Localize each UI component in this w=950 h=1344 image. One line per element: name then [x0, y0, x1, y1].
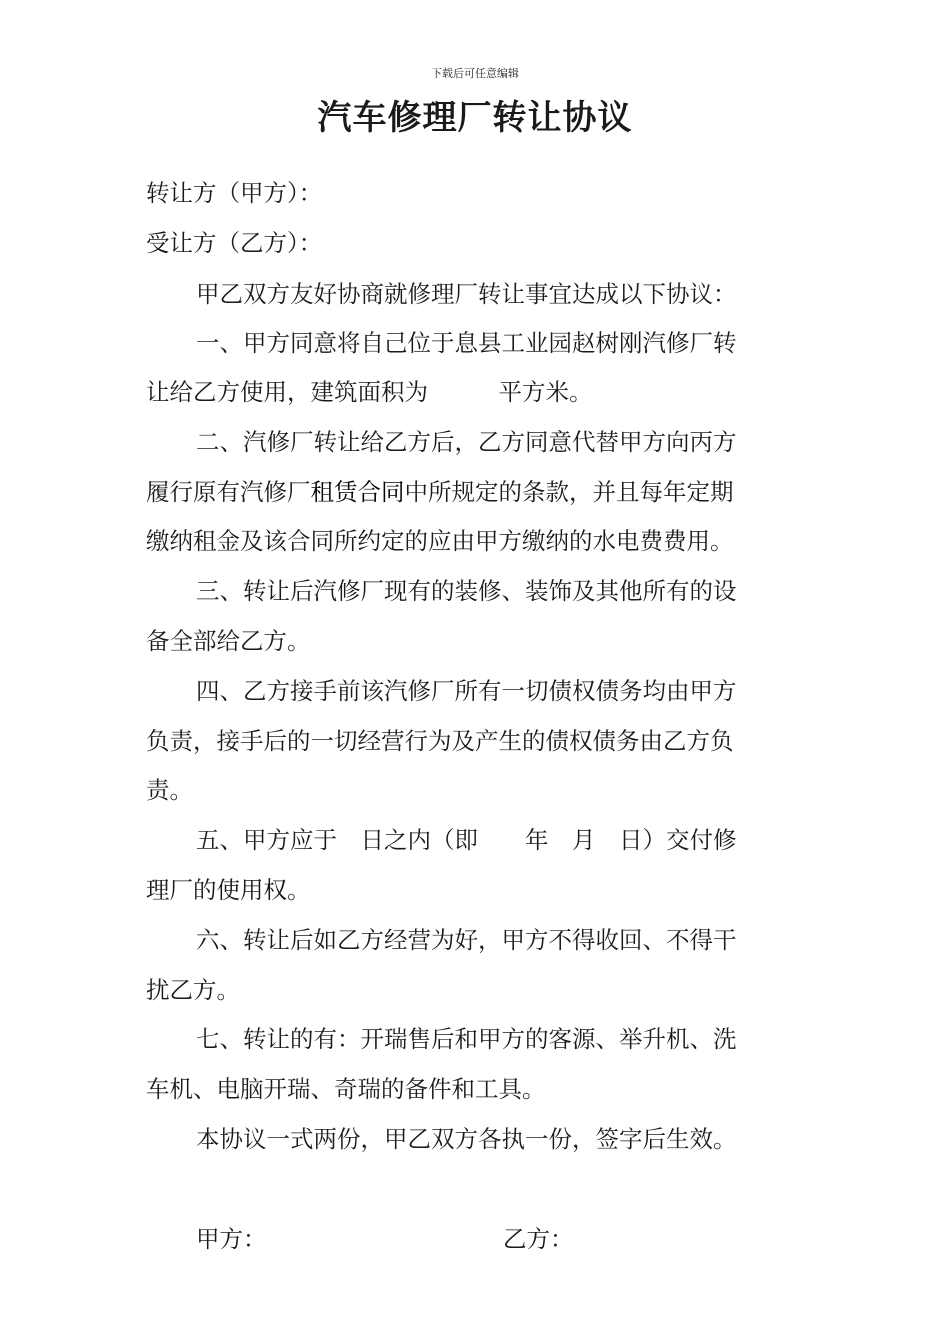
clause-6-line-2: 扰乙方。: [146, 976, 240, 1004]
clause-5-line-1: 五、甲方应于 日之内（即 年 月 日）交付修: [196, 826, 737, 854]
clause-3-line-1: 三、转让后汽修厂现有的装修、装饰及其他所有的设: [196, 577, 737, 605]
clause-1-line-1: 一、甲方同意将自己位于息县工业园赵树刚汽修厂转: [196, 329, 737, 357]
clause-7-line-1: 七、转让的有：开瑞售后和甲方的客源、举升机、洗: [196, 1025, 737, 1053]
clause-6-line-1: 六、转让后如乙方经营为好，甲方不得收回、不得干: [196, 926, 737, 954]
clause-4-line-2: 负责，接手后的一切经营行为及产生的债权债务由乙方负: [146, 727, 734, 755]
clause-3-line-2: 备全部给乙方。: [146, 627, 311, 655]
clause-7-line-2: 车机、电脑开瑞、奇瑞的备件和工具。: [146, 1075, 546, 1103]
clause-1-line-2: 让给乙方使用，建筑面积为 平方米。: [146, 378, 593, 406]
clause-5-line-2: 理厂的使用权。: [146, 876, 311, 904]
clause-2-line-2: [146, 477, 734, 507]
clause-2-text-post: 中所规定的条款，并且每年定期: [404, 478, 734, 506]
transferee-line: 受让方（乙方）：: [146, 229, 323, 257]
clause-2-text-pre: 履行原有汽修厂: [146, 478, 311, 506]
intro-paragraph: 甲乙双方友好协商就修理厂转让事宜达成以下协议：: [196, 280, 737, 308]
clause-4-line-1: 四、乙方接手前该汽修厂所有一切债权债务均由甲方: [196, 677, 737, 705]
party-b-signature-label: 乙方：: [503, 1225, 574, 1253]
clause-2-line-1: 二、汽修厂转让给乙方后，乙方同意代替甲方向丙方: [196, 428, 737, 456]
header-note: 下载后可任意编辑: [431, 67, 519, 80]
lease-contract-link[interactable]: 租赁合同: [310, 478, 405, 506]
document-title: 汽车修理厂转让协议: [317, 98, 633, 138]
party-a-signature-label: 甲方：: [196, 1225, 267, 1253]
clause-2-line-3: 缴纳租金及该合同所约定的应由甲方缴纳的水电费费用。: [146, 527, 734, 555]
clause-4-line-3: 责。: [146, 776, 193, 804]
transferor-line: 转让方（甲方）：: [146, 179, 323, 207]
closing-statement: 本协议一式两份，甲乙双方各执一份，签字后生效。: [196, 1125, 737, 1153]
